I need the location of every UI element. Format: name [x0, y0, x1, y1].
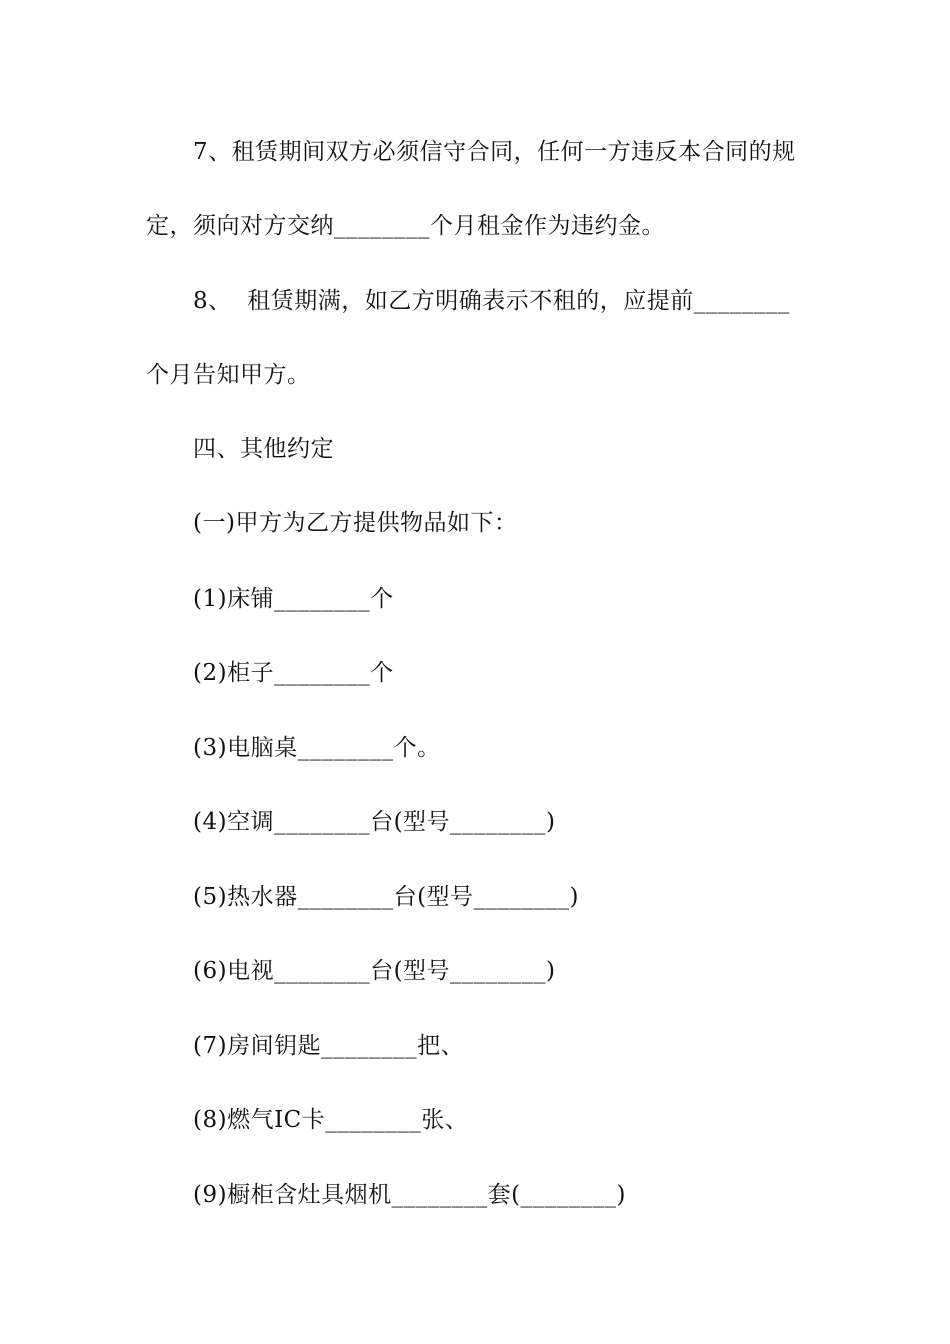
item-room-keys: (7)房间钥匙________把、 — [193, 1033, 465, 1059]
item-computer-desk: (3)电脑桌________个。 — [193, 735, 441, 761]
item-bed: (1)床铺________个 — [193, 586, 394, 612]
clause-7-line-2: 定，须向对方交纳________个月租金作为违约金。 — [146, 213, 665, 239]
item-gas-ic-card: (8)燃气IC卡________张、 — [193, 1107, 469, 1133]
clause-8-line-2: 个月告知甲方。 — [146, 362, 311, 388]
item-water-heater: (5)热水器________台(型号________) — [193, 884, 580, 910]
item-television: (6)电视________台(型号________) — [193, 958, 556, 984]
item-kitchen-cabinet: (9)橱柜含灶具烟机________套(________) — [193, 1182, 627, 1208]
clause-7-line-1: 7、租赁期间双方必须信守合同，任何一方违反本合同的规 — [193, 139, 796, 165]
item-cabinet: (2)柜子________个 — [193, 660, 394, 686]
section-heading-other-agreements: 四、其他约定 — [193, 436, 334, 462]
subsection-items-provided: (一)甲方为乙方提供物品如下： — [193, 510, 518, 536]
item-air-conditioner: (4)空调________台(型号________) — [193, 809, 556, 835]
clause-8-line-1: 8、 租赁期满，如乙方明确表示不租的，应提前________ — [193, 288, 790, 314]
